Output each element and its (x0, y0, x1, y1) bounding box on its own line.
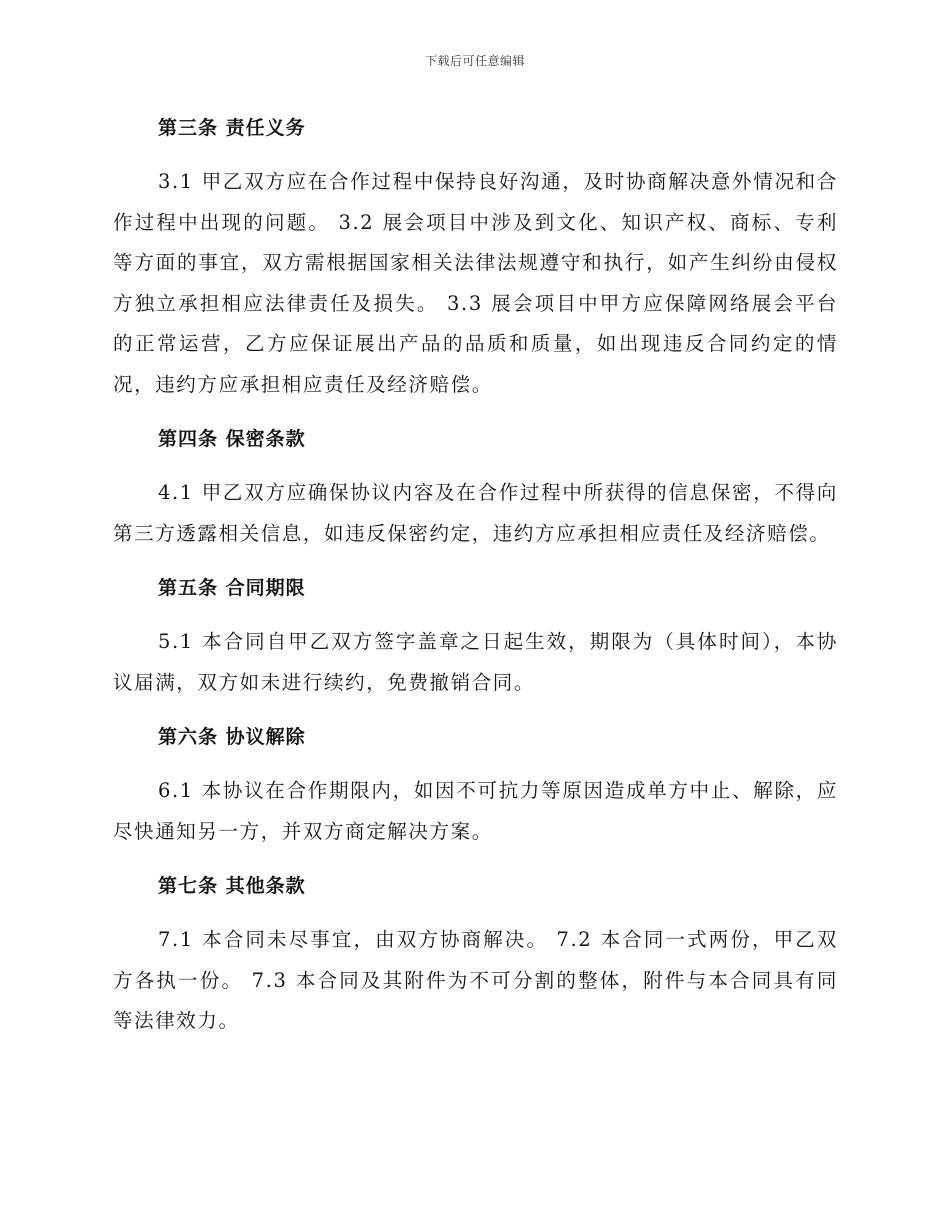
section-article-7 (113, 866, 838, 1042)
section-paragraph: 6.1 本协议在合作期限内，如因不可抗力等原因造成单方中止、解除，应尽快通知另一方，并双方商定解决方案。 (113, 779, 838, 843)
section-paragraph: 4.1 甲乙双方应确保协议内容及在合作过程中所获得的信息保密，不得向第三方透露相关信息，如违反保密约定，违约方应承担相应责任及经济赔偿。 (113, 481, 838, 545)
section-paragraph: 3.1 甲乙双方应在合作过程中保持良好沟通，及时协商解决意外情况和合作过程中出现的问题。 3.2 展会项目中涉及到文化、知识产权、商标、专利等方面的事宜，双方需根据国家相关法律法规遵守和执行，如产生纠纷由侵权方独立承担相应法律责任及损失。 3.3 展会项目中甲方应保障网络展会平台的正常运营，乙方应保证展出产品的品质和质量，如出现违反合同约定的情况，违约方应承担相应责任及经济赔偿。 (113, 170, 838, 396)
section-article-4 (113, 419, 838, 554)
section-title: 第七条 其他条款 (158, 875, 306, 897)
section-article-3 (113, 108, 838, 405)
section-article-6 (113, 717, 838, 852)
section-title: 第五条 合同期限 (158, 577, 306, 599)
page-header-note: 下载后可任意编辑 (424, 54, 525, 68)
section-title: 第三条 责任义务 (158, 117, 306, 139)
document-body (113, 108, 838, 1056)
section-paragraph: 7.1 本合同未尽事宜，由双方协商解决。 7.2 本合同一式两份，甲乙双方各执一份。 7.3 本合同及其附件为不可分割的整体，附件与本合同具有同等法律效力。 (113, 928, 838, 1032)
section-title: 第六条 协议解除 (158, 726, 306, 748)
section-title: 第四条 保密条款 (158, 428, 306, 450)
section-paragraph: 5.1 本合同自甲乙双方签字盖章之日起生效，期限为（具体时间），本协议届满，双方如未进行续约，免费撤销合同。 (113, 630, 838, 694)
section-article-5 (113, 568, 838, 703)
